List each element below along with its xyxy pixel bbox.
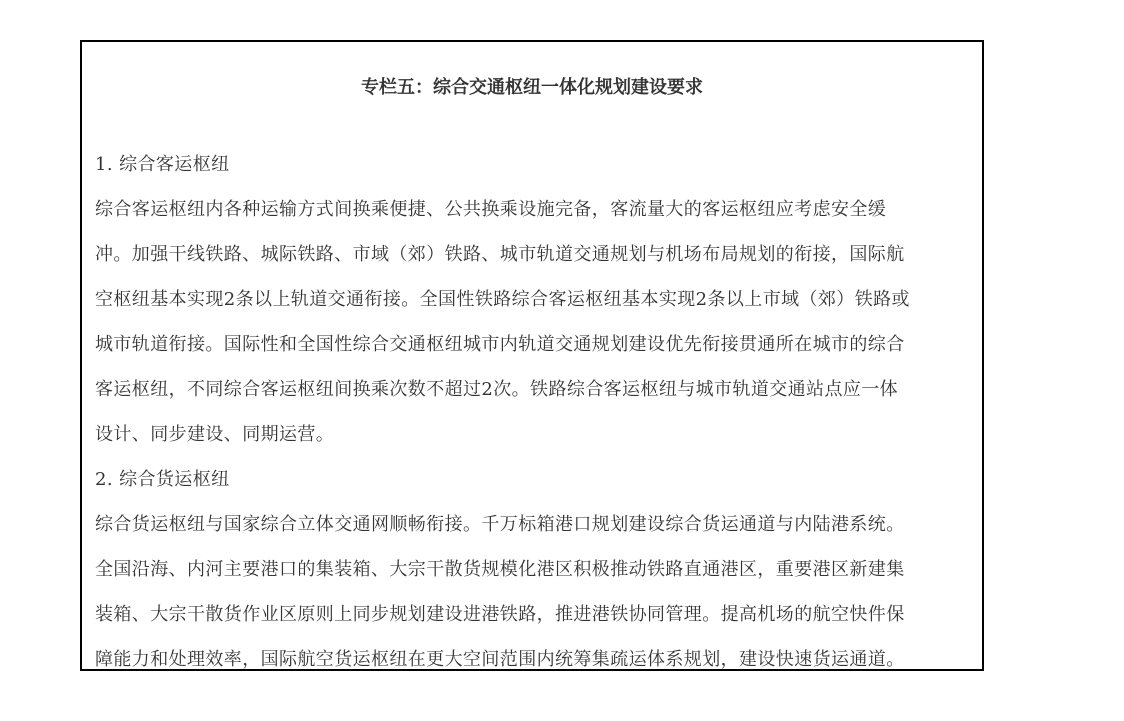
column-box — [80, 40, 984, 671]
section-heading-freight: 2. 综合货运枢纽 — [95, 469, 230, 490]
section-heading-passenger: 1. 综合客运枢纽 — [95, 154, 230, 175]
section-paragraph-passenger — [95, 187, 975, 457]
paragraph-line: 设计、同步建设、同期运营。 — [95, 424, 335, 445]
paragraph-line: 城市轨道衔接。国际性和全国性综合交通枢纽城市内轨道交通规划建设优先衔接贯通所在城市的综合 — [95, 334, 905, 355]
paragraph-line: 障能力和处理效率，国际航空货运枢纽在更大空间范围内统筹集疏运体系规划，建设快速货运通道。 — [95, 649, 905, 670]
column-title: 专栏五：综合交通枢纽一体化规划建设要求 — [361, 77, 703, 98]
paragraph-line: 装箱、大宗干散货作业区原则上同步规划建设进港铁路，推进港铁协同管理。提高机场的航空快件保 — [95, 604, 905, 625]
section-paragraph-freight — [95, 502, 975, 682]
paragraph-line: 客运枢纽，不同综合客运枢纽间换乘次数不超过2次。铁路综合客运枢纽与城市轨道交通站点应一体 — [95, 379, 899, 400]
paragraph-line: 综合客运枢纽内各种运输方式间换乘便捷、公共换乘设施完备，客流量大的客运枢纽应考虑安全缓 — [95, 199, 887, 220]
paragraph-line: 空枢纽基本实现2条以上轨道交通衔接。全国性铁路综合客运枢纽基本实现2条以上市域（郊）铁路或 — [95, 289, 910, 310]
paragraph-line: 全国沿海、内河主要港口的集装箱、大宗干散货规模化港区积极推动铁路直通港区，重要港区新建集 — [95, 559, 905, 580]
paragraph-line: 综合货运枢纽与国家综合立体交通网顺畅衔接。千万标箱港口规划建设综合货运通道与内陆港系统。 — [95, 514, 905, 535]
column-content — [95, 142, 975, 682]
paragraph-line: 冲。加强干线铁路、城际铁路、市域（郊）铁路、城市轨道交通规划与机场布局规划的衔接，国际航 — [95, 244, 905, 265]
